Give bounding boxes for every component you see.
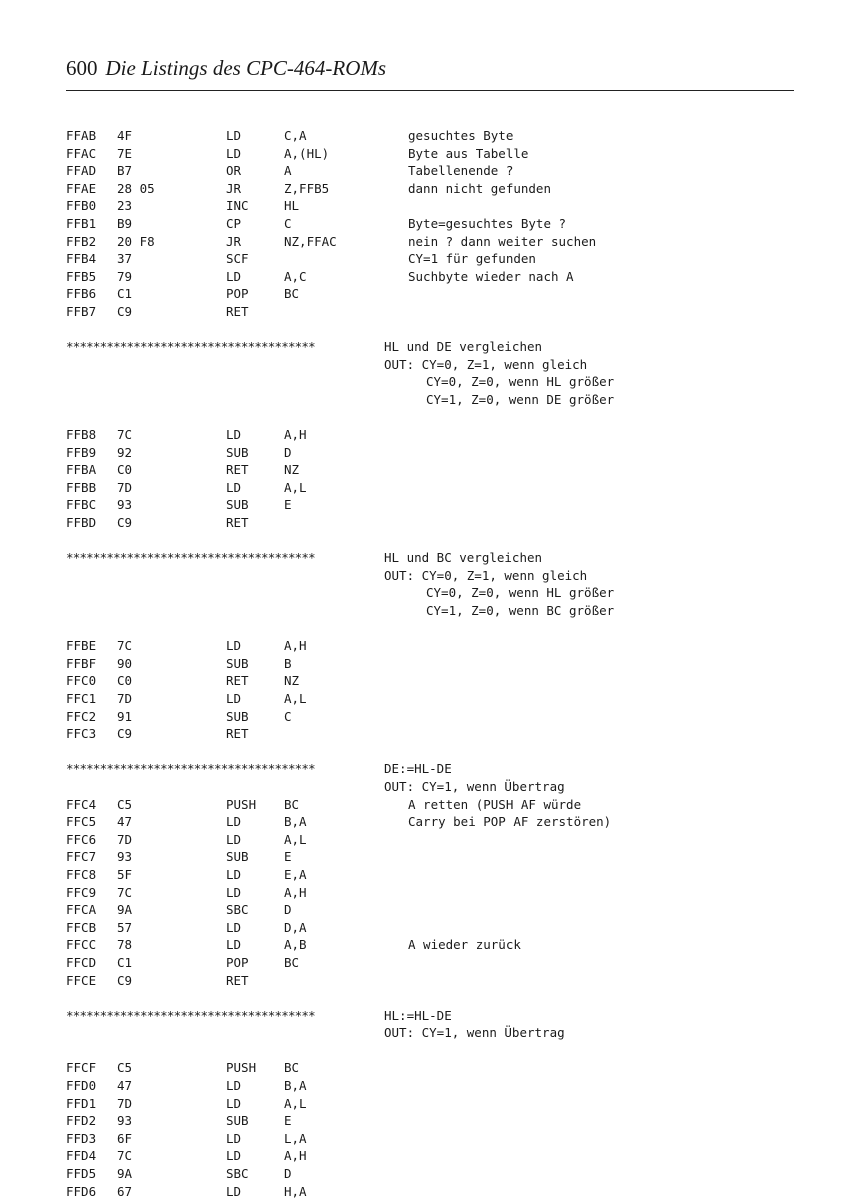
- code-line: [66, 937, 794, 955]
- address: FFD2: [66, 1113, 97, 1129]
- mnemonic: SUB: [226, 444, 249, 460]
- code-line: [66, 673, 794, 691]
- address: FFC0: [66, 673, 97, 689]
- operands: A,(HL): [284, 145, 330, 161]
- address: FFBA: [66, 462, 97, 478]
- opcode-bytes: C9: [117, 303, 133, 319]
- opcode-bytes: 28 05: [117, 180, 155, 196]
- address: FFB0: [66, 198, 97, 214]
- mnemonic: SUB: [226, 655, 249, 671]
- code-line: [66, 849, 794, 867]
- opcode-bytes: 7D: [117, 479, 133, 495]
- address: FFCB: [66, 919, 97, 935]
- mnemonic: LD: [226, 884, 242, 900]
- comment: A retten (PUSH AF würde: [408, 796, 582, 812]
- routine-note-line: [66, 1025, 794, 1043]
- routine-note-line: [66, 568, 794, 586]
- spacer: [66, 322, 794, 340]
- routine-note: OUT: CY=1, wenn Übertrag: [384, 778, 565, 794]
- routine-header: [66, 761, 794, 779]
- mnemonic: JR: [226, 180, 242, 196]
- operands: A: [284, 163, 292, 179]
- header-rule: [66, 90, 794, 91]
- code-line: [66, 234, 794, 252]
- opcode-bytes: 78: [117, 937, 133, 953]
- mnemonic: RET: [226, 462, 249, 478]
- operands: BC: [284, 954, 300, 970]
- separator-stars: *************************************: [66, 339, 315, 355]
- mnemonic: PUSH: [226, 796, 257, 812]
- routine-note: CY=0, Z=0, wenn HL größer: [426, 585, 615, 601]
- opcode-bytes: 7E: [117, 145, 133, 161]
- mnemonic: RET: [226, 303, 249, 319]
- mnemonic: LD: [226, 1130, 242, 1146]
- mnemonic: SUB: [226, 1113, 249, 1129]
- opcode-bytes: 9A: [117, 1166, 133, 1182]
- operands: C: [284, 215, 292, 231]
- code-line: [66, 515, 794, 533]
- comment: Carry bei POP AF zerstören): [408, 814, 612, 830]
- mnemonic: SCF: [226, 251, 249, 267]
- opcode-bytes: 23: [117, 198, 133, 214]
- mnemonic: LD: [226, 814, 242, 830]
- code-line: [66, 902, 794, 920]
- address: FFC7: [66, 849, 97, 865]
- routine-note-line: [66, 603, 794, 621]
- routine-note-line: [66, 392, 794, 410]
- operands: A,H: [284, 884, 307, 900]
- address: FFCD: [66, 954, 97, 970]
- address: FFBD: [66, 515, 97, 531]
- address: FFCC: [66, 937, 97, 953]
- routine-note-line: [66, 374, 794, 392]
- page-title: Die Listings des CPC-464-ROMs: [105, 56, 387, 80]
- routine-note: OUT: CY=0, Z=1, wenn gleich: [384, 567, 588, 583]
- opcode-bytes: C1: [117, 954, 133, 970]
- code-line: [66, 462, 794, 480]
- code-line: [66, 973, 794, 991]
- address: FFD4: [66, 1148, 97, 1164]
- code-line: [66, 1166, 794, 1184]
- mnemonic: RET: [226, 515, 249, 531]
- code-line: [66, 304, 794, 322]
- comment: A wieder zurück: [408, 937, 521, 953]
- code-line: [66, 216, 794, 234]
- mnemonic: LD: [226, 1148, 242, 1164]
- code-line: [66, 814, 794, 832]
- operands: A,H: [284, 427, 307, 443]
- mnemonic: LD: [226, 937, 242, 953]
- operands: E,A: [284, 866, 307, 882]
- mnemonic: LD: [226, 638, 242, 654]
- opcode-bytes: C9: [117, 515, 133, 531]
- mnemonic: RET: [226, 673, 249, 689]
- comment: dann nicht gefunden: [408, 180, 551, 196]
- address: FFAD: [66, 163, 97, 179]
- mnemonic: LD: [226, 866, 242, 882]
- address: FFB1: [66, 215, 97, 231]
- mnemonic: LD: [226, 831, 242, 847]
- mnemonic: LD: [226, 128, 242, 143]
- operands: D: [284, 1166, 292, 1182]
- mnemonic: SBC: [226, 1166, 249, 1182]
- mnemonic: LD: [226, 1095, 242, 1111]
- operands: A,L: [284, 479, 307, 495]
- operands: C,A: [284, 128, 307, 143]
- routine-note-line: [66, 779, 794, 797]
- comment: Byte=gesuchtes Byte ?: [408, 215, 567, 231]
- routine-title: HL:=HL-DE: [384, 1007, 452, 1023]
- mnemonic: LD: [226, 1078, 242, 1094]
- mnemonic: INC: [226, 198, 249, 214]
- opcode-bytes: 7C: [117, 884, 133, 900]
- opcode-bytes: 6F: [117, 1130, 133, 1146]
- code-line: [66, 198, 794, 216]
- code-line: [66, 638, 794, 656]
- code-line: [66, 1131, 794, 1149]
- comment: Tabellenende ?: [408, 163, 514, 179]
- address: FFC6: [66, 831, 97, 847]
- code-line: [66, 867, 794, 885]
- opcode-bytes: 4F: [117, 128, 133, 143]
- code-line: [66, 269, 794, 287]
- address: FFCF: [66, 1060, 97, 1076]
- opcode-bytes: C0: [117, 673, 133, 689]
- code-line: [66, 128, 794, 146]
- mnemonic: POP: [226, 286, 249, 302]
- operands: B,A: [284, 814, 307, 830]
- opcode-bytes: 67: [117, 1183, 133, 1199]
- spacer: [66, 1043, 794, 1061]
- opcode-bytes: 7D: [117, 1095, 133, 1111]
- address: FFC2: [66, 708, 97, 724]
- spacer: [66, 410, 794, 428]
- address: FFB2: [66, 233, 97, 249]
- address: FFBE: [66, 638, 97, 654]
- operands: BC: [284, 1060, 300, 1076]
- opcode-bytes: 47: [117, 1078, 133, 1094]
- address: FFB5: [66, 268, 97, 284]
- address: FFC1: [66, 691, 97, 706]
- mnemonic: LD: [226, 919, 242, 935]
- mnemonic: SUB: [226, 708, 249, 724]
- operands: B,A: [284, 1078, 307, 1094]
- code-line: [66, 955, 794, 973]
- spacer: [66, 621, 794, 639]
- address: FFC4: [66, 796, 97, 812]
- mnemonic: PUSH: [226, 1060, 257, 1076]
- operands: L,A: [284, 1130, 307, 1146]
- opcode-bytes: 7C: [117, 427, 133, 443]
- opcode-bytes: 57: [117, 919, 133, 935]
- address: FFCA: [66, 902, 97, 918]
- routine-note: OUT: CY=0, Z=1, wenn gleich: [384, 356, 588, 372]
- code-line: [66, 1096, 794, 1114]
- mnemonic: SUB: [226, 497, 249, 513]
- opcode-bytes: 90: [117, 655, 133, 671]
- opcode-bytes: 7D: [117, 691, 133, 706]
- address: FFAC: [66, 145, 97, 161]
- operands: NZ: [284, 673, 300, 689]
- spacer: [66, 744, 794, 762]
- mnemonic: JR: [226, 233, 242, 249]
- separator-stars: *************************************: [66, 1007, 315, 1023]
- operands: BC: [284, 286, 300, 302]
- address: FFC9: [66, 884, 97, 900]
- code-line: [66, 656, 794, 674]
- address: FFB9: [66, 444, 97, 460]
- comment: nein ? dann weiter suchen: [408, 233, 597, 249]
- mnemonic: RET: [226, 726, 249, 742]
- opcode-bytes: C5: [117, 796, 133, 812]
- address: FFBF: [66, 655, 97, 671]
- code-line: [66, 691, 794, 709]
- opcode-bytes: 20 F8: [117, 233, 155, 249]
- operands: E: [284, 497, 292, 513]
- operands: D: [284, 444, 292, 460]
- routine-note: CY=1, Z=0, wenn BC größer: [426, 603, 615, 619]
- opcode-bytes: C1: [117, 286, 133, 302]
- address: FFBC: [66, 497, 97, 513]
- spacer: [66, 533, 794, 551]
- code-line: [66, 181, 794, 199]
- opcode-bytes: 91: [117, 708, 133, 724]
- mnemonic: RET: [226, 972, 249, 988]
- separator-stars: *************************************: [66, 761, 315, 777]
- page-number: 600: [66, 56, 98, 80]
- opcode-bytes: 5F: [117, 866, 133, 882]
- code-line: [66, 1148, 794, 1166]
- address: FFD3: [66, 1130, 97, 1146]
- opcode-bytes: 93: [117, 497, 133, 513]
- operands: A,L: [284, 691, 307, 706]
- address: FFC3: [66, 726, 97, 742]
- opcode-bytes: C9: [117, 972, 133, 988]
- operands: BC: [284, 796, 300, 812]
- code-line: [66, 445, 794, 463]
- opcode-bytes: 7D: [117, 831, 133, 847]
- spacer: [66, 990, 794, 1008]
- mnemonic: LD: [226, 268, 242, 284]
- mnemonic: LD: [226, 479, 242, 495]
- address: FFC8: [66, 866, 97, 882]
- operands: A,H: [284, 1148, 307, 1164]
- code-line: [66, 709, 794, 727]
- code-line: [66, 1113, 794, 1131]
- comment: Suchbyte wieder nach A: [408, 268, 574, 284]
- code-line: [66, 286, 794, 304]
- comment: gesuchtes Byte: [408, 128, 514, 143]
- opcode-bytes: 9A: [117, 902, 133, 918]
- address: FFD6: [66, 1183, 97, 1199]
- address: FFD1: [66, 1095, 97, 1111]
- address: FFB7: [66, 303, 97, 319]
- opcode-bytes: 93: [117, 849, 133, 865]
- operands: A,L: [284, 831, 307, 847]
- operands: E: [284, 1113, 292, 1129]
- opcode-bytes: C9: [117, 726, 133, 742]
- assembly-listing: [66, 128, 794, 1201]
- address: FFB6: [66, 286, 97, 302]
- code-line: [66, 163, 794, 181]
- operands: A,B: [284, 937, 307, 953]
- address: FFB4: [66, 251, 97, 267]
- routine-header: [66, 339, 794, 357]
- routine-note: CY=0, Z=0, wenn HL größer: [426, 374, 615, 390]
- mnemonic: LD: [226, 691, 242, 706]
- routine-note-line: [66, 585, 794, 603]
- operands: NZ: [284, 462, 300, 478]
- routine-header: [66, 1008, 794, 1026]
- operands: C: [284, 708, 292, 724]
- operands: E: [284, 849, 292, 865]
- mnemonic: SBC: [226, 902, 249, 918]
- code-line: [66, 920, 794, 938]
- address: FFC5: [66, 814, 97, 830]
- opcode-bytes: 79: [117, 268, 133, 284]
- code-line: [66, 480, 794, 498]
- code-line: [66, 427, 794, 445]
- routine-title: HL und DE vergleichen: [384, 339, 543, 355]
- mnemonic: POP: [226, 954, 249, 970]
- routine-note: OUT: CY=1, wenn Übertrag: [384, 1025, 565, 1041]
- mnemonic: CP: [226, 215, 242, 231]
- address: FFB8: [66, 427, 97, 443]
- operands: H,A: [284, 1183, 307, 1199]
- mnemonic: LD: [226, 427, 242, 443]
- opcode-bytes: B9: [117, 215, 133, 231]
- opcode-bytes: 93: [117, 1113, 133, 1129]
- routine-note-line: [66, 357, 794, 375]
- routine-title: HL und BC vergleichen: [384, 550, 543, 566]
- code-line: [66, 1078, 794, 1096]
- address: FFD5: [66, 1166, 97, 1182]
- address: FFAB: [66, 128, 97, 143]
- page-header: [66, 56, 794, 81]
- opcode-bytes: 7C: [117, 1148, 133, 1164]
- address: FFCE: [66, 972, 97, 988]
- routine-note: CY=1, Z=0, wenn DE größer: [426, 391, 615, 407]
- operands: A,L: [284, 1095, 307, 1111]
- comment: Byte aus Tabelle: [408, 145, 529, 161]
- routine-header: [66, 550, 794, 568]
- code-line: [66, 797, 794, 815]
- mnemonic: LD: [226, 1183, 242, 1199]
- separator-stars: *************************************: [66, 550, 315, 566]
- operands: B: [284, 655, 292, 671]
- operands: HL: [284, 198, 300, 214]
- operands: Z,FFB5: [284, 180, 330, 196]
- code-line: [66, 497, 794, 515]
- routine-title: DE:=HL-DE: [384, 761, 452, 777]
- opcode-bytes: 7C: [117, 638, 133, 654]
- operands: D,A: [284, 919, 307, 935]
- opcode-bytes: C5: [117, 1060, 133, 1076]
- code-line: [66, 1060, 794, 1078]
- mnemonic: LD: [226, 145, 242, 161]
- operands: A,C: [284, 268, 307, 284]
- comment: CY=1 für gefunden: [408, 251, 536, 267]
- opcode-bytes: 37: [117, 251, 133, 267]
- address: FFD0: [66, 1078, 97, 1094]
- code-line: [66, 885, 794, 903]
- opcode-bytes: B7: [117, 163, 133, 179]
- opcode-bytes: 47: [117, 814, 133, 830]
- opcode-bytes: C0: [117, 462, 133, 478]
- mnemonic: SUB: [226, 849, 249, 865]
- operands: NZ,FFAC: [284, 233, 337, 249]
- address: FFBB: [66, 479, 97, 495]
- code-line: [66, 1184, 794, 1201]
- operands: A,H: [284, 638, 307, 654]
- code-line: [66, 146, 794, 164]
- code-line: [66, 251, 794, 269]
- code-line: [66, 832, 794, 850]
- operands: D: [284, 902, 292, 918]
- opcode-bytes: 92: [117, 444, 133, 460]
- mnemonic: OR: [226, 163, 242, 179]
- code-line: [66, 726, 794, 744]
- address: FFAE: [66, 180, 97, 196]
